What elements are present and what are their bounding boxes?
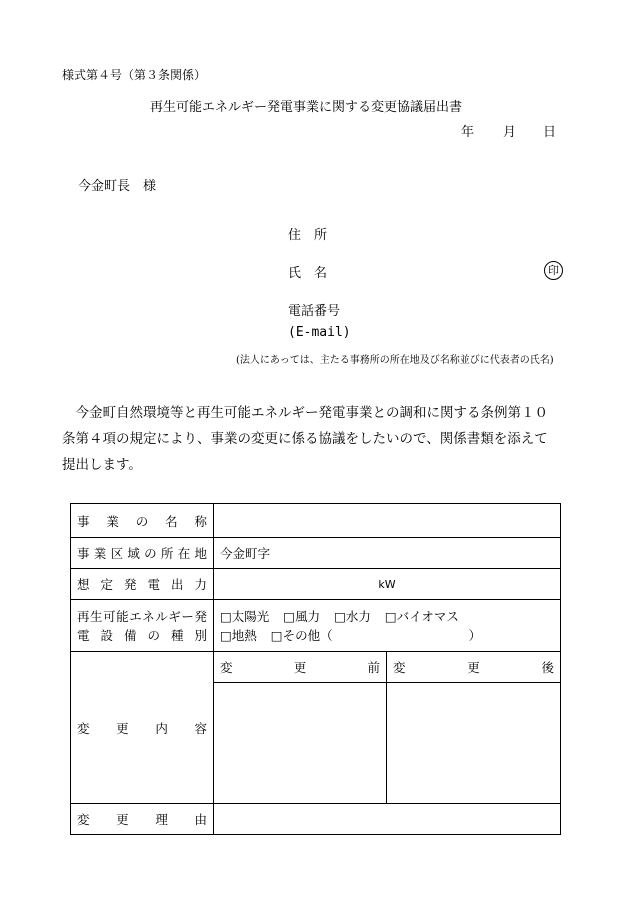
address-label: 住 所 [288,228,328,243]
before-char-2: 更 [293,660,307,675]
after-char-2: 更 [467,660,480,675]
email-label: (E-mail) [288,325,351,340]
output-label: 想定発電出力 [71,569,214,600]
project-area-field[interactable]: 今金町字 [214,538,561,569]
document-title: 再生可能エネルギー発電事業に関する変更協議届出書 [150,100,463,115]
row-change-reason [71,804,561,835]
equipment-label [71,600,214,652]
body-paragraph: 今金町自然環境等と再生可能エネルギー発電事業との調和に関する条例第１０条第４項の規定により、事業の変更に係る協議をしたいので、関係書類を添えて提出します。 [62,405,548,473]
equipment-options [214,600,561,652]
after-char-1: 変 [393,660,406,675]
phone-label: 電話番号 [288,304,341,319]
name-label: 氏 名 [288,266,328,281]
date-month: 月 [503,125,517,140]
project-area-label: 事業区域の所在地 [71,538,214,569]
equipment-label-line2: 電設備の種別 [77,627,207,643]
after-header [387,652,561,683]
seal-mark: 印 [544,261,563,280]
option-other-close: ） [468,627,482,643]
date-day: 日 [543,125,557,140]
output-field[interactable]: kW [214,569,561,600]
project-name-field[interactable] [214,504,561,538]
before-header [214,652,387,683]
before-char-1: 変 [220,660,233,675]
row-change-header [71,652,561,683]
option-hydro[interactable]: □水力 [334,608,371,624]
row-equipment [71,600,561,652]
form-number: 様式第４号（第３条関係） [62,68,207,82]
change-reason-field[interactable] [214,804,561,835]
option-wind[interactable]: □風力 [283,608,321,624]
row-project-name [71,504,561,538]
change-reason-label: 変更理由 [71,804,214,835]
row-project-area [71,538,561,569]
before-char-3: 前 [367,660,380,675]
change-content-label: 変更内容 [71,652,214,804]
application-table [70,503,561,835]
option-geothermal[interactable]: □地熱 [220,627,257,643]
date-year: 年 [461,125,475,140]
corporation-note: (法人にあっては、主たる事務所の所在地及び名称並びに代表者の氏名) [236,355,554,366]
before-field[interactable] [214,683,387,804]
option-other[interactable]: □その他（ [270,627,333,643]
option-biomass[interactable]: □バイオマス [384,608,459,624]
after-field[interactable] [387,683,561,804]
addressee: 今金町長 様 [78,179,157,194]
row-output [71,569,561,600]
equipment-label-line1: 再生可能エネルギー発 [77,608,207,624]
after-char-3: 後 [541,660,554,675]
option-solar[interactable]: □太陽光 [220,608,270,624]
project-name-label: 事業の名称 [71,504,214,538]
